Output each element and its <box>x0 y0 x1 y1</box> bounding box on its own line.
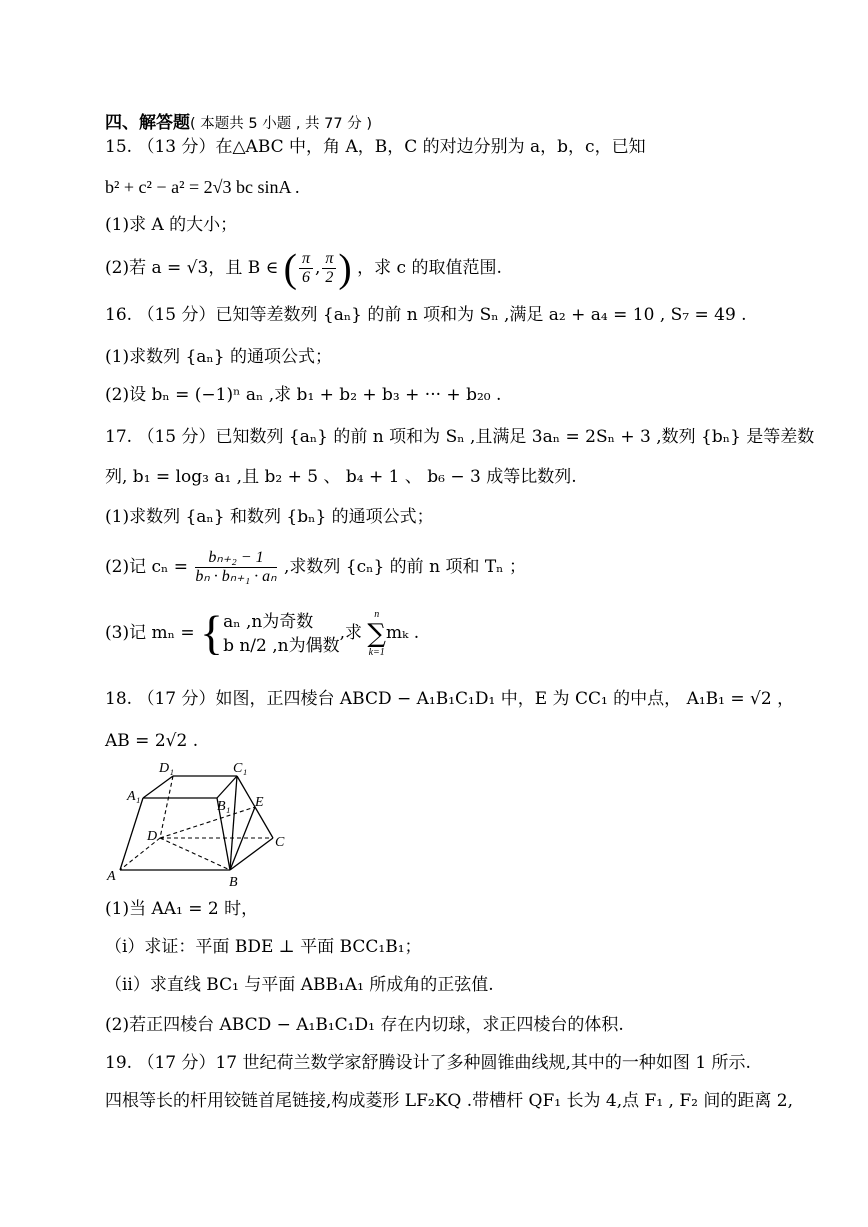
problem-17-part3-suffix: ,求 <box>339 623 363 643</box>
problem-17-part2 <box>105 544 808 590</box>
problem-15-part2: (2)若 a = √3，且 B ∈ ( $\frac{\pi}{6}$ , $\frac{\pi}{2}$ ) ，求 c 的取值范围. <box>105 245 502 291</box>
problem-15-formula: b² + c² − a² = 2√3 bc sinA . <box>105 177 300 197</box>
sum-term: mₖ . <box>385 623 420 643</box>
label-e: E <box>255 795 264 810</box>
label-b1: B₁ <box>217 799 231 814</box>
label-d: D <box>147 829 158 844</box>
left-brace: { <box>200 606 224 660</box>
problem-18-stem-line1: 18. （17 分）如图，正四棱台 ABCD − A₁B₁C₁D₁ 中，E 为 CC₁ 的中点， A₁B₁ = √2 ， <box>105 689 795 709</box>
frac-num: π <box>299 250 313 269</box>
frac-num: π <box>322 250 336 269</box>
edge-a1-a <box>120 798 143 870</box>
section-header <box>105 112 808 135</box>
problem-15-stem: 15. （13 分）在△ABC 中，角 A，B，C 的对边分别为 a，b，c，已知 <box>105 137 646 157</box>
segment-d-e-hidden <box>160 807 255 838</box>
summation <box>367 609 386 659</box>
edge-d1-a1 <box>143 776 173 798</box>
fraction-c-n <box>195 549 276 586</box>
frac-den: bₙ · bₙ₊₁ · aₙ <box>195 568 277 585</box>
problem-17-part1: (1)求数列 {aₙ} 和数列 {bₙ} 的通项公式； <box>105 507 434 527</box>
sum-upper: n <box>374 608 380 620</box>
open-paren: ( <box>283 245 297 291</box>
case-even: b n/2 ,n为偶数 <box>223 635 340 656</box>
problem-17-part3-prefix: (3)记 mₙ = <box>105 623 195 643</box>
label-c: C <box>275 835 285 850</box>
frac-den: 2 <box>325 269 334 286</box>
problem-18-part2: (2)若正四棱台 ABCD − A₁B₁C₁D₁ 存在内切球，求正四棱台的体积. <box>105 1015 624 1035</box>
frac-den: 6 <box>301 269 310 286</box>
close-paren: ) <box>338 245 352 291</box>
label-c1: C₁ <box>233 761 248 776</box>
label-a: A <box>107 869 116 884</box>
problem-18-sub2: （ii）求直线 BC₁ 与平面 ABB₁A₁ 所成角的正弦值. <box>105 975 494 995</box>
problem-15-part2-suffix: ，求 c 的取值范围. <box>357 258 502 278</box>
problem-19-stem-line2: 四根等长的杆用铰链首尾链接,构成菱形 LF₂KQ .带槽杆 QF₁ 长为 4,点 F₁ , F₂ 间的距离 2, <box>105 1091 793 1111</box>
problem-17-stem-line1: 17. （15 分）已知数列 {aₙ} 的前 n 项和为 Sₙ ,且满足 3aₙ = 2Sₙ + 3 ,数列 {bₙ} 是等差数 <box>105 427 815 447</box>
problem-17-part2-prefix: (2)记 cₙ = <box>105 557 189 577</box>
fraction-pi-over-6 <box>299 250 313 287</box>
problem-15-part1: (1)求 A 的大小； <box>105 215 238 235</box>
segment-d-b-hidden <box>160 838 230 870</box>
problem-16-stem: 16. （15 分）已知等差数列 {aₙ} 的前 n 项和为 Sₙ ,满足 a₂ + a₄ = 10 , S₇ = 49 . <box>105 305 747 325</box>
problem-17-stem-line2: 列, b₁ = log₃ a₁ ,且 b₂ + 5 、 b₄ + 1 、 b₆ − 3 成等比数列. <box>105 467 577 487</box>
problem-17-part3 <box>105 606 808 660</box>
problem-16-part1: (1)求数列 {aₙ} 的通项公式； <box>105 347 333 367</box>
frac-num: bₙ₊₂ − 1 <box>195 549 276 568</box>
section-note: ( 本题共 5 小题 , 共 77 分 ) <box>190 116 372 132</box>
problem-15-part2-prefix: (2)若 a = √3，且 B ∈ <box>105 258 279 278</box>
case-odd: aₙ ,n为奇数 <box>223 611 314 632</box>
label-d1: D₁ <box>159 761 174 776</box>
fraction-pi-over-2 <box>322 250 336 287</box>
problem-17-part2-suffix: ,求数列 {cₙ} 的前 n 项和 Tₙ ； <box>283 557 526 577</box>
label-a1: A₁ <box>127 789 141 804</box>
label-b: B <box>229 875 238 890</box>
edge-b1-c1 <box>217 776 237 798</box>
edge-d1-d-hidden <box>160 776 173 838</box>
problem-18-stem-line2: AB = 2√2 . <box>105 731 199 751</box>
problem-18-sub1: （i）求证：平面 BDE ⊥ 平面 BCC₁B₁； <box>105 937 422 957</box>
problem-16-part2: (2)设 bₙ = (−1)ⁿ aₙ ,求 b₁ + b₂ + b₃ + ··· + b₂₀ . <box>105 385 502 405</box>
problem-18-part1: (1)当 AA₁ = 2 时， <box>105 899 259 919</box>
piecewise-cases <box>223 610 340 658</box>
sum-lower: k=1 <box>368 646 385 658</box>
problem-19-stem-line1: 19. （17 分）17 世纪荷兰数学家舒腾设计了多种圆锥曲线规,其中的一种如图 1 所示. <box>105 1053 751 1073</box>
sigma-icon: ∑ <box>367 618 386 649</box>
section-title: 四、解答题 <box>105 113 190 133</box>
frustum-figure <box>105 760 295 890</box>
